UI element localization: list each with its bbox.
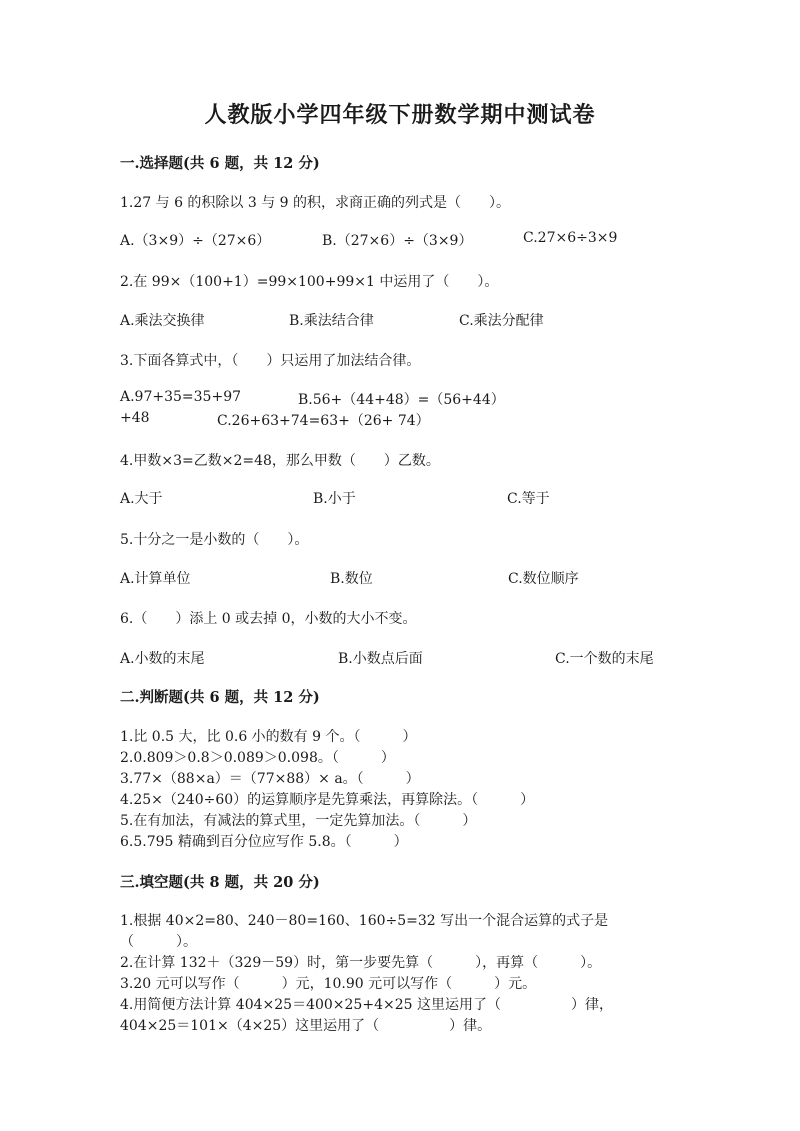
section-heading-fill-blank: 三.填空题(共 8 题，共 20 分) [120,874,320,891]
option-b: B.数位 [330,571,373,587]
option-c: C.27×6÷3×9 [523,230,618,246]
option-b: B.小数点后面 [338,651,423,667]
option-a: A.计算单位 [120,571,191,587]
option-c: C.一个数的末尾 [555,651,654,667]
judgement-item: 3.77×（88×a）＝（77×88）× a。（ ） [120,771,420,787]
option-a: A.乘法交换律 [120,313,205,329]
option-b: B.乘法结合律 [289,313,374,329]
option-b: B.小于 [313,491,356,507]
option-a: A.小数的末尾 [120,651,205,667]
fill-blank-line: 404×25＝101×（4×25）这里运用了（ ）律。 [120,1018,492,1034]
fill-blank-line: 4.用简便方法计算 404×25＝400×25+4×25 这里运用了（ ）律， [120,997,613,1013]
fill-blank-line: 1.根据 40×2=80、240－80=160、160÷5=32 写出一个混合运算的式子是 [120,913,609,929]
option-b: B.56+（44+48）=（56+44） [298,392,505,408]
option-b-continued: +48 [120,410,150,426]
option-a: A.（3×9）÷（27×6） [120,233,271,249]
section-heading-judgement: 二.判断题(共 6 题，共 12 分) [120,689,320,706]
option-b: B.（27×6）÷（3×9） [322,233,473,249]
option-c: C.等于 [507,491,550,507]
fill-blank-line: 2.在计算 132＋（329－59）时，第一步要先算（ ），再算（ ）。 [120,955,602,971]
option-a: A.97+35=35+97 [120,389,242,405]
judgement-item: 5.在有加法，有减法的算式里，一定先算加法。（ ） [120,813,477,829]
judgement-item: 2.0.809＞0.8＞0.089＞0.098。（ ） [120,750,395,766]
judgement-item: 1.比 0.5 大，比 0.6 小的数有 9 个。（ ） [120,729,417,745]
fill-blank-line: （ ）。 [120,934,197,950]
option-a: A.大于 [120,491,163,507]
page-title: 人教版小学四年级下册数学期中测试卷 [204,102,596,128]
judgement-item: 6.5.795 精确到百分位应写作 5.8。（ ） [120,834,408,850]
judgement-item: 4.25×（240÷60）的运算顺序是先算乘法，再算除法。（ ） [120,792,535,808]
question-text: 2.在 99×（100+1）=99×100+99×1 中运用了（ ）。 [120,274,499,290]
option-c: C.26+63+74=63+（26+ 74） [217,413,430,429]
question-text: 6.（ ）添上 0 或去掉 0，小数的大小不变。 [120,611,417,627]
question-text: 1.27 与 6 的积除以 3 与 9 的积，求商正确的列式是（ ）。 [120,195,511,211]
question-text: 5.十分之一是小数的（ ）。 [120,532,309,548]
option-c: C.数位顺序 [508,571,579,587]
section-heading-choice: 一.选择题(共 6 题，共 12 分) [120,155,320,172]
option-c: C.乘法分配律 [459,313,544,329]
question-text: 4.甲数×3=乙数×2=48，那么甲数（ ）乙数。 [120,453,440,469]
question-text: 3.下面各算式中，（ ）只运用了加法结合律。 [120,353,421,369]
fill-blank-line: 3.20 元可以写作（ ）元，10.90 元可以写作（ ）元。 [120,976,537,992]
